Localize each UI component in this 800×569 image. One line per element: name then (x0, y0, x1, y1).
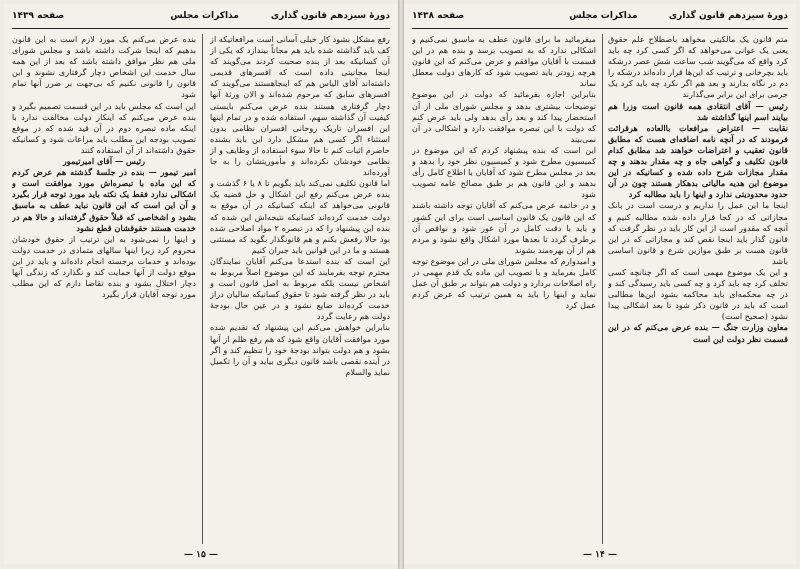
left-page (4, 4, 398, 564)
paragraph: این است که مجلس باید در این قسمت تصمیم بگیرد و بنده عرض می‌کنم که اینکار دولت مخالفت ندارد با اینکه ماده تبصره دوم در آن قید شده که در موقع تصویب بودجه این مطلب باید مراعات شود و کسانیکه حقوق داشته‌اند از آن استفاده کنند (12, 100, 196, 155)
running-title: مذاکرات مجلس (569, 11, 638, 21)
paragraph: و در خاتمه عرض می‌کنم که آقایان توجه داشته باشند که این قانون یک قانون اساسی است برای این کشور و باید با دقت کامل در آن غور شود و نواقص آن برطرف گردد تا بعدها مورد اشکال واقع نشود و مردم هم از آن بهره‌مند بشوند (412, 200, 596, 255)
left-page-header (12, 10, 390, 29)
text-column-right (608, 34, 788, 544)
paragraph: نقابت — اعتراض مرافعات باالعاده هرقرائت فرمودند که در آنچه نامه اضافه‌ای هست که مطابق قانون تعقیب و اعتراضات خواهند شد مطابق کدام قانون تکلیف و گواهی جاه و چه مقدار بدهند و چه مقدار مجازات شرح داده شده و کسانیکه در این موضوع این هدیه مالیاتی بدهکار هستند چون در آن حدود محدودیتی ندارد و اینها را باید مطالبه کرد (608, 122, 788, 200)
paragraph: متم قانون یک مالکیتی مخواهد باصطلاح علم حقوق یعنی یک عوانی می‌خواهد که اگر کسی کرد چه باید کرد واقع که می‌گویند شب ساعت شش عصر درشکه باید بچرخانی و ترتیب که این‌ها قرار داده‌اند درشکه را دم در نگاه بدارند و بعد هم اگر نکرد چه باید کرد یک جرمی برای این برابر می‌گذارند (608, 34, 788, 100)
series-title: دورهٔ سیزدهم قانون گذاری (270, 11, 390, 21)
paragraph: و امیدوارم که مجلس شورای ملی در این موضوع توجه کامل بفرماید و با تصویب این ماده یک قدم مهمی در راه اصلاحات بردارد و دولت هم بتواند بر طبق آن عمل نماید و اینها را باید به همین ترتیب که عرض کردم عمل کرد (412, 255, 596, 311)
paragraph: میفرمائید ما برای قانون عطف به ماسبق نمی‌کنیم و اشکالی ندارد که به تصویب برسد و بنده هم در این قسمت با آقایان موافقم و عرض می‌کنم که این قانون هرچه زودتر باید تصویب شود که کارهای دولت معطل نماند (412, 34, 596, 89)
paragraph: این است که بنده استدعا می‌کنم آقایان نمایندگان محترم توجه بفرمایند که این موضوع اصلاً مربوط به اشخاص نیست بلکه مربوط به اصل قانون است و باید در نظر گرفته شود تا حقوق کسانیکه سالیان دراز خدمت کرده‌اند ضایع نشود و در عین حال بودجهٔ دولت هم رعایت گردد (210, 255, 390, 322)
paragraph: و این یک موضوع مهمی است که اگر چنانچه کسی تخلف کرد چه باید کرد و چه کسی باید رسیدگی کند و در چه محکمه‌ای باید محاکمه بشود این‌ها مطالبی است که باید در قانون ذکر شود تا بعد اشکالی پیدا نشود (صحیح است) (608, 266, 788, 322)
paragraph: معاون وزارت جنگ — بنده عرض می‌کنم که در این قسمت نظر دولت این است (608, 322, 788, 344)
right-page-header (412, 10, 788, 29)
paragraph: اما قانون تکلیف نمی‌کند باید بگویم تا ۸ یا ۶ گذشت و بنده عرض می‌کنم رفع این اشکال و حل قضیه یک قانونی می‌خواهد که اینکه کسانیکه در آن موقع به دولت خدمت کرده‌اند کسانیکه نتیجه‌اش این شده که بنده این پیشنهاد را که در تبصره ۲ مواد اصلاحی شده بود حالا رفعش بکنم و هم قانونگذار بگوید که مستثنی هستند و ما در این قوانین باید جبران کنیم (210, 178, 390, 255)
series-title: دورهٔ سیزدهم قانون گذاری (668, 11, 788, 21)
page-number: صفحه ۱۴۳۹ (12, 11, 65, 21)
running-title: مذاکرات مجلس (170, 11, 239, 21)
page-number: صفحه ۱۴۳۸ (412, 11, 465, 21)
paragraph: و اینها را نمی‌شود به این ترتیب از حقوق خودشان محروم کرد زیرا اینها سالهای متمادی در خدمت دولت بوده‌اند و خدمات برجسته انجام داده‌اند و باید در این موقع دولت از آنها حمایت کند و نگذارد که زندگی آنها دچار اختلال بشود و بنده تقاضا دارم که این مطلب مورد توجه آقایان قرار بگیرد (12, 233, 196, 300)
paragraph: بنده عرض می‌کنم یک مورد لازم است به این قانون بدهیم که اینجا شرکت داشته باشد و مجلس شورای ملی هم نظر موافق داشته باشد که بعد از این همه سال خدمت این اشخاص دچار گرفتاری نشوند و این قانون را قانونی نکنیم که بی‌جهت بر ضرر آنها تمام شود (12, 34, 196, 100)
paragraph: این است که بنده پیشنهاد کردم که این موضوع در کمیسیون مطرح شود و کمیسیون نظر خود را بدهد و بعد در مجلس مطرح شود که آقایان با اطلاع کامل رأی بدهند و این قانون هم بر طبق مصالح عامه تصویب شود (412, 144, 596, 200)
paragraph: بنابراین خواهش می‌کنم این پیشنهاد که تقدیم شده مورد موافقت آقایان واقع شود که هم رفع ظلم از آنها بشود و هم دولت بتواند بودجهٔ خود را تنظیم کند و اگر در آینده نقصی باشد قانون دیگری بیاید و آن را تکمیل نماید والسلام (210, 322, 390, 377)
text-column-right (210, 34, 390, 544)
page-footer-number: — ۱۵ — (184, 550, 218, 560)
text-column-left (12, 34, 196, 544)
column-divider (202, 34, 203, 544)
paragraph: رئیس — آقای انتقادی همه قانون است وزرا هم بیایند اسم اینها گذاشته شد (608, 100, 788, 122)
page-footer-number: — ۱۴ — (583, 550, 617, 560)
paragraph: رفع مشکل بشود کار خیلی آسانی است مرافعاتیکه از کف باید گذاشته شده باید هم مجاناً بیندازد که یکی از آن کسانیکه بعد از بنده صحبت کردند می‌گویند که اینجا مجانیتی داده است که افسرهای قدیمی داشته‌اند آقای الیاس هم که اینجاهستند می‌گویند که افسرهای سابق که مرحوم شده‌اند و الان ورثهٔ آنها دچار گرفتاری هستند بنده عرض می‌کنم بایستی کیفیت آن گذاشته سهم، استفاده شده و در تمام اینها این افسران تاریک روحانی افسران نظامی بدون استثناء اگر کسی هم مشکل دارد این باید بشنده حاضرم اثبات کنم تا حالا سوء استفاده از وظایف و از نظامی خودشان نکرده‌اند و مأموریتشان را به جا آورده‌اند (210, 34, 390, 178)
right-page (404, 4, 796, 564)
column-divider (602, 34, 603, 544)
speaker-heading: رئیس — آقای امیرتیمور (62, 156, 146, 167)
paragraph: امیر تیمور — بنده در جلسهٔ گذشته هم عرض کردم که این ماده با تبصره‌اش مورد موافقت است و اشکالی ندارد فقط یک نکته باید مورد توجه قرار بگیرد و آن این است که این قانون نباید عطف به ماسبق بشود و اشخاصی که قبلاً حقوق گرفته‌اند و حالا هم در خدمت هستند حقوقشان قطع نشود (12, 167, 196, 233)
text-column-left (412, 34, 596, 544)
paragraph: اینجا ما این عمل را نداریم و درست است در بانک مجازاتی که در کجا قرار داده شده مطالبه کنیم و آنچه که مقدور است از این کار باید در نظر گرفت که قانون گذار باید اینجا نقص کند و مجازاتی که در این قانون هست بر طبق موازین شرع و قانون اساسی باشد (608, 200, 788, 266)
paragraph: بنابراین اجازه بفرمائید که دولت در این موضوع توضیحات بیشتری بدهد و مجلس شورای ملی از آن استحضار پیدا کند و بعد رأی بدهد ولی باید عرض کنم که دولت با این تبصره موافقت دارد و اشکالی در آن نمی‌بیند (412, 89, 596, 144)
